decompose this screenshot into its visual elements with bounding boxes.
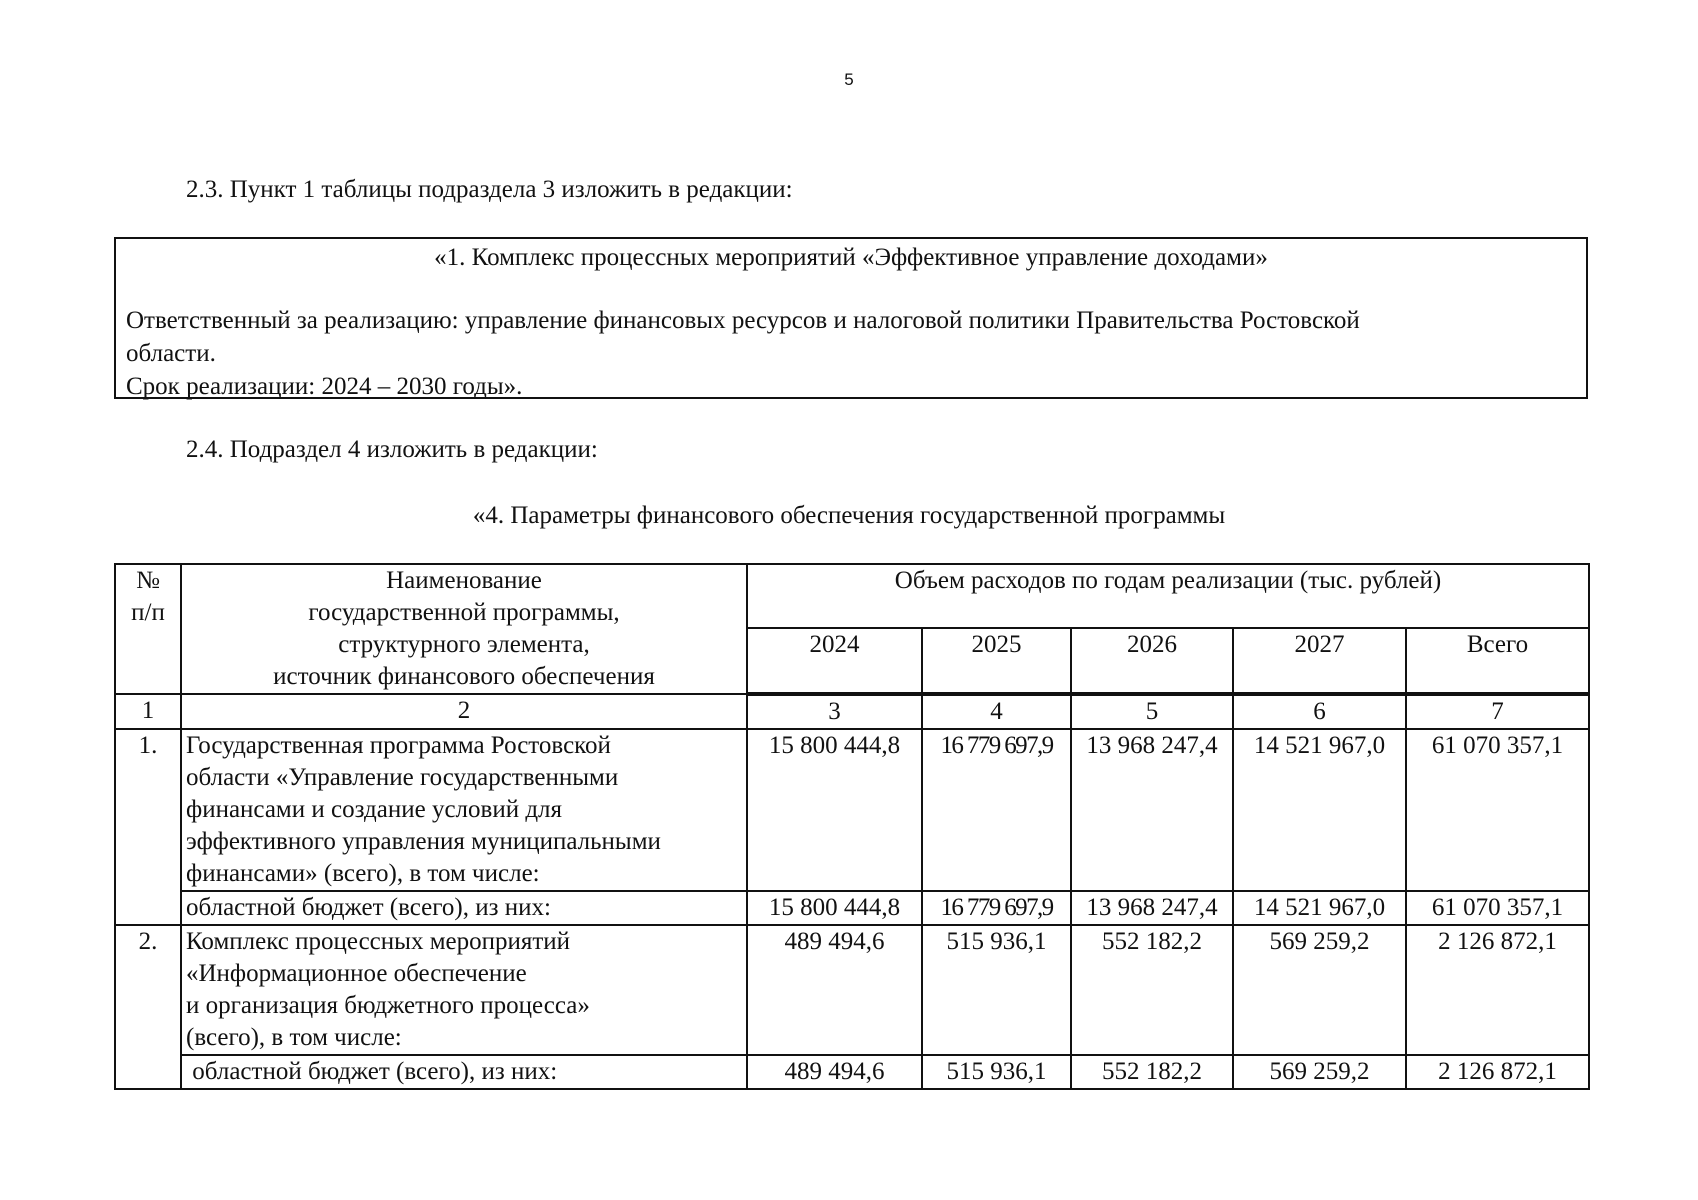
table-row: [115, 729, 1589, 891]
table-subrow: [115, 891, 1589, 925]
header-name-cell: [181, 564, 747, 694]
column-number: 5: [1071, 694, 1233, 729]
responsible-line: Ответственный за реализацию: управление финансовых ресурсов и налоговой политики Правительства Ростовской: [126, 307, 1360, 334]
box-title: «1. Комплекс процессных мероприятий «Эффективное управление доходами»: [434, 244, 1268, 271]
row-name-line: финансами и создание условий для: [186, 796, 563, 823]
value-total: 2 126 872,1: [1406, 925, 1589, 1055]
box-body: [126, 304, 1576, 403]
paragraph-2-3: 2.3. Пункт 1 таблицы подраздела 3 изложить в редакции:: [186, 176, 793, 203]
column-number: 1: [115, 694, 181, 729]
responsible-line-cont: области.: [126, 340, 216, 367]
row-name-line: Государственная программа Ростовской: [186, 732, 611, 759]
measures-complex-box: [114, 237, 1588, 399]
column-number: 4: [922, 694, 1071, 729]
header-year-2027: 2027: [1233, 628, 1406, 694]
row-name-cell: [181, 925, 747, 1055]
header-num-line: №: [136, 567, 160, 594]
subrow-name: областной бюджет (всего), из них:: [181, 891, 747, 925]
sub-value-total: 61 070 357,1: [1406, 891, 1589, 925]
sub-value-2025: 16 779 697,9: [922, 891, 1071, 925]
header-total: Всего: [1406, 628, 1589, 694]
value-2027: 569 259,2: [1233, 925, 1406, 1055]
row-name-cell: [181, 729, 747, 891]
column-number-row: [115, 694, 1589, 729]
header-name-line: государственной программы,: [308, 599, 620, 626]
column-number: 7: [1406, 694, 1589, 729]
header-year-2025: 2025: [922, 628, 1071, 694]
header-year-2026: 2026: [1071, 628, 1233, 694]
subrow-name: областной бюджет (всего), из них:: [181, 1055, 747, 1089]
value-2025: 16 779 697,9: [922, 729, 1071, 891]
table-caption: «4. Параметры финансового обеспечения государственной программы: [472, 502, 1226, 529]
row-name-line: финансами» (всего), в том числе:: [186, 860, 540, 887]
row-number: 1.: [115, 729, 181, 925]
column-number: 2: [181, 694, 747, 729]
value-2024: 15 800 444,8: [747, 729, 922, 891]
header-num-cell: [115, 564, 181, 694]
page-number: 5: [844, 70, 854, 89]
paragraph-2-4: 2.4. Подраздел 4 изложить в редакции:: [186, 436, 598, 463]
value-2026: 13 968 247,4: [1071, 729, 1233, 891]
header-name-line: источник финансового обеспечения: [273, 663, 655, 690]
value-2024: 489 494,6: [747, 925, 922, 1055]
sub-value-2024: 15 800 444,8: [747, 891, 922, 925]
financing-table: [114, 563, 1590, 1090]
sub-value-total: 2 126 872,1: [1406, 1055, 1589, 1089]
header-name-line: структурного элемента,: [338, 631, 590, 658]
value-2026: 552 182,2: [1071, 925, 1233, 1055]
row-name-line: «Информационное обеспечение: [186, 960, 527, 987]
row-name-line: области «Управление государственными: [186, 764, 619, 791]
sub-value-2025: 515 936,1: [922, 1055, 1071, 1089]
header-row-1: [115, 564, 1589, 628]
row-number: 2.: [115, 925, 181, 1089]
header-name-line: Наименование: [386, 567, 542, 594]
sub-value-2026: 13 968 247,4: [1071, 891, 1233, 925]
row-name-line: и организация бюджетного процесса»: [186, 992, 590, 1019]
table-subrow: [115, 1055, 1589, 1089]
value-total: 61 070 357,1: [1406, 729, 1589, 891]
column-number: 3: [747, 694, 922, 729]
sub-value-2027: 569 259,2: [1233, 1055, 1406, 1089]
row-name-line: эффективного управления муниципальными: [186, 828, 661, 855]
sub-value-2026: 552 182,2: [1071, 1055, 1233, 1089]
column-number: 6: [1233, 694, 1406, 729]
row-name-line: Комплекс процессных мероприятий: [186, 928, 571, 955]
period-line: Срок реализации: 2024 – 2030 годы».: [126, 373, 523, 400]
sub-value-2024: 489 494,6: [747, 1055, 922, 1089]
sub-value-2027: 14 521 967,0: [1233, 891, 1406, 925]
header-num-line: п/п: [131, 599, 165, 626]
header-year-2024: 2024: [747, 628, 922, 694]
header-volume-cell: Объем расходов по годам реализации (тыс. рублей): [747, 564, 1589, 628]
value-2027: 14 521 967,0: [1233, 729, 1406, 891]
value-2025: 515 936,1: [922, 925, 1071, 1055]
row-name-line: (всего), в том числе:: [186, 1024, 402, 1051]
table-row: [115, 925, 1589, 1055]
